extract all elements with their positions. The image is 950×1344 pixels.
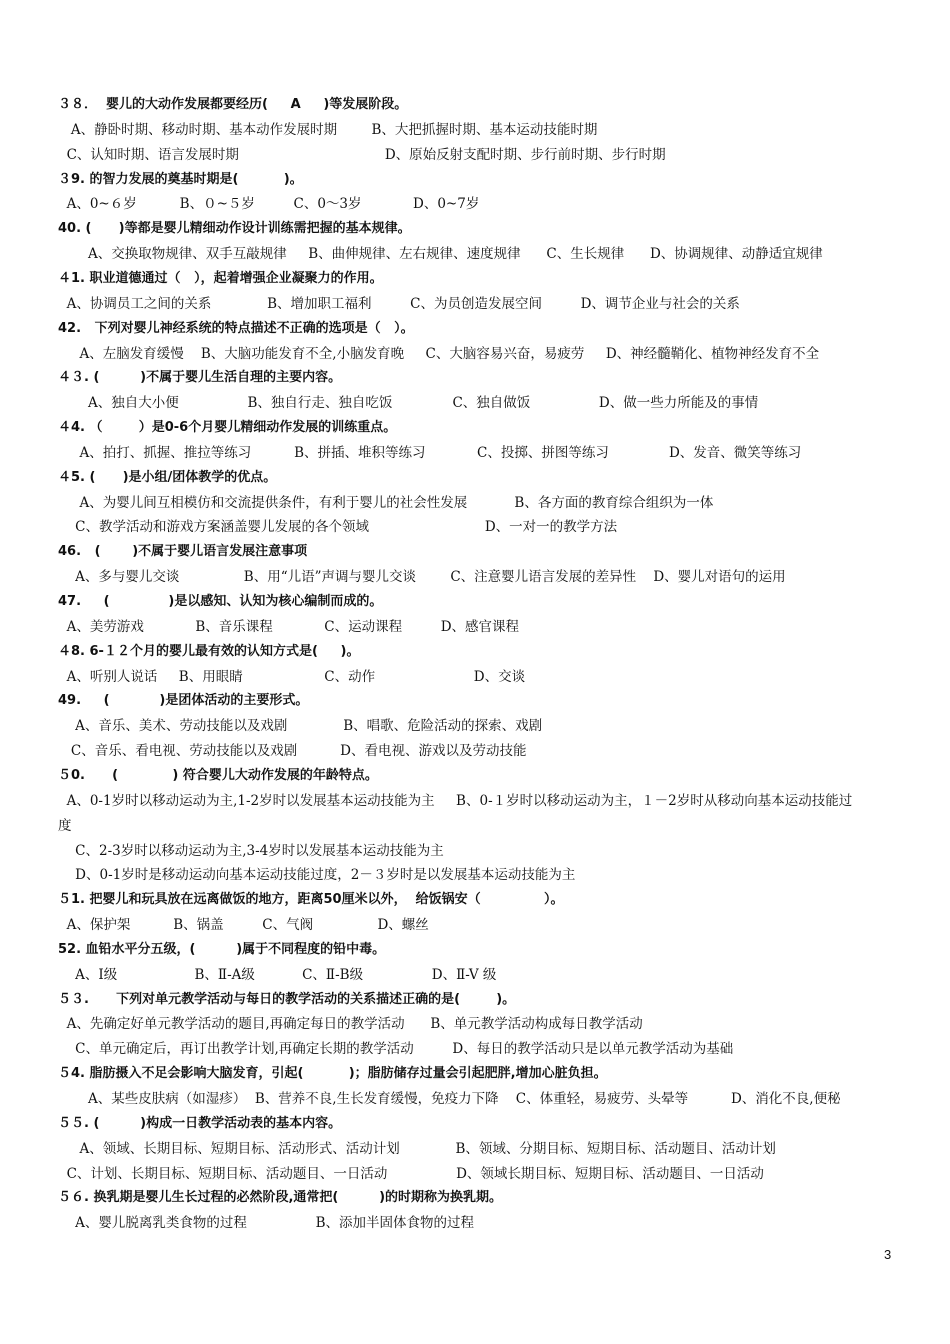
answer-options: A、听别人说话 B、用眼睛 C、动作 D、交谈: [58, 668, 526, 685]
answer-options: A、0-1岁时以移动运动为主,1-2岁时以发展基本运动技能为主 B、0-１岁时以移动运动为主，１－2岁时从移动向基本运动技能过: [58, 792, 853, 809]
question-stem: 46. ( )不属于婴儿语言发展注意事项: [58, 544, 308, 560]
question-stem: ５３. 下列对单元教学活动与每日的教学活动的关系描述正确的是( )。: [58, 991, 516, 1007]
answer-options: D、0-1岁时是移动运动向基本运动技能过度，2－３岁时是以发展基本运动技能为主: [58, 867, 576, 884]
answer-options: C、计划、长期目标、短期目标、活动题目、一日活动 D、领域长期目标、短期目标、活动题目、一日活动: [58, 1165, 764, 1182]
answer-options: A、拍打、抓握、推拉等练习 B、拼插、堆积等练习 C、投掷、拼图等练习 D、发音、微笑等练习: [58, 444, 802, 461]
answer-options: C、教学活动和游戏方案涵盖婴儿发展的各个领域 D、一对一的教学方法: [58, 519, 618, 536]
answer-options: A、独自大小便 B、独自行走、独自吃饭 C、独自做饭 D、做一些力所能及的事情: [58, 395, 759, 412]
question-stem: ５６. 换乳期是婴儿生长过程的必然阶段,通常把( )的时期称为换乳期。: [58, 1190, 503, 1206]
question-stem: ３８． 婴儿的大动作发展都要经历( A )等发展阶段。: [58, 97, 408, 112]
answer-options: C、单元确定后，再订出教学计划,再确定长期的教学活动 D、每日的教学活动只是以单元教学活动为基础: [58, 1041, 734, 1058]
answer-options: A、先确定好单元教学活动的题目,再确定每日的教学活动 B、单元教学活动构成每日教学活动: [58, 1016, 643, 1033]
answer-options: A、左脑发育缓慢 B、大脑功能发育不全,小脑发育晚 C、大脑容易兴奋，易疲劳 D、神经髓鞘化、植物神经发育不全: [58, 345, 820, 362]
question-stem: ４３. ( )不属于婴儿生活自理的主要内容。: [58, 370, 342, 386]
question-stem: ４1. 职业道德通过（ ），起着增强企业凝聚力的作用。: [58, 270, 383, 286]
answer-options: A、多与婴儿交谈 B、用“儿语”声调与婴儿交谈 C、注意婴儿语言发展的差异性 D、婴儿对语句的运用: [58, 569, 786, 586]
answer-options: A、0~６岁 B、０~５岁 C、0～3岁 D、0~7岁: [58, 196, 480, 213]
question-stem: ５1. 把婴儿和玩具放在远离做饭的地方，距离50厘米以外， 给饭锅安（ ）。: [58, 892, 564, 908]
answer-options: C、2-3岁时以移动运动为主,3-4岁时以发展基本运动技能为主: [58, 842, 444, 859]
question-stem: ４4. （ ）是0-6个月婴儿精细动作发展的训练重点。: [58, 420, 397, 436]
answer-options: C、认知时期、语言发展时期 D、原始反射支配时期、步行前时期、步行时期: [58, 146, 666, 163]
answer-options: A、音乐、美术、劳动技能以及戏剧 B、唱歌、危险活动的探索、戏剧: [58, 718, 543, 735]
answer-options: A、协调员工之间的关系 B、增加职工福利 C、为员创造发展空间 D、调节企业与社会的关系: [58, 295, 740, 312]
answer-options: A、静卧时期、移动时期、基本动作发展时期 B、大把抓握时期、基本运动技能时期: [58, 121, 598, 138]
answer-options: A、交换取物规律、双手互敲规律 B、曲伸规律、左右规律、速度规律 C、生长规律 D、协调规律、动静适宜规律: [58, 246, 823, 263]
question-stem: ５4. 脂肪摄入不足会影响大脑发育，引起( )；脂肪储存过量会引起肥胖,增加心脏负担。: [58, 1066, 607, 1082]
answer-options: 度: [58, 817, 72, 834]
answer-options: A、I级 B、Ⅱ-A级 C、Ⅱ-B级 D、Ⅱ-V 级: [58, 966, 497, 983]
page-number: 3: [884, 1247, 892, 1262]
question-stem: ４8. 6-１２个月的婴儿最有效的认知方式是( )。: [58, 643, 360, 659]
answer-options: A、保护架 B、锅盖 C、气阀 D、螺丝: [58, 917, 429, 934]
answer-options: C、音乐、看电视、劳动技能以及戏剧 D、看电视、游戏以及劳动技能: [58, 743, 527, 760]
answer-options: A、某些皮肤病（如湿疹） B、营养不良,生长发育缓慢，免疫力下降 C、体重轻，易疲劳、头晕等 D、消化不良,便秘: [58, 1091, 841, 1107]
question-stem: 40. ( )等都是婴儿精细动作设计训练需把握的基本规律。: [58, 221, 411, 237]
answer-options: A、为婴儿间互相模仿和交流提供条件，有利于婴儿的社会性发展 B、各方面的教育综合组织为一体: [58, 494, 714, 511]
question-stem: 47. ( )是以感知、认知为核心编制而成的。: [58, 594, 383, 609]
answer-options: A、婴儿脱离乳类食物的过程 B、添加半固体食物的过程: [58, 1215, 474, 1232]
question-stem: ４5. ( )是小组/团体教学的优点。: [58, 469, 277, 485]
question-stem: ３9. 的智力发展的奠基时期是( )。: [58, 171, 303, 187]
question-stem: 42. 下列对婴儿神经系统的特点描述不正确的选项是（ ）。: [58, 320, 414, 336]
question-stem: ５0. ( ) 符合婴儿大动作发展的年龄特点。: [58, 767, 378, 783]
question-stem: 52. 血铅水平分五级，( )属于不同程度的铅中毒。: [58, 941, 386, 957]
question-stem: 49. ( )是团体活动的主要形式。: [58, 693, 309, 709]
answer-options: A、美劳游戏 B、音乐课程 C、运动课程 D、感官课程: [58, 618, 520, 635]
question-stem: ５５. ( )构成一日教学活动表的基本内容。: [58, 1115, 342, 1131]
answer-options: A、领域、长期目标、短期目标、活动形式、活动计划 B、领域、分期目标、短期目标、活动题目、活动计划: [58, 1140, 776, 1157]
